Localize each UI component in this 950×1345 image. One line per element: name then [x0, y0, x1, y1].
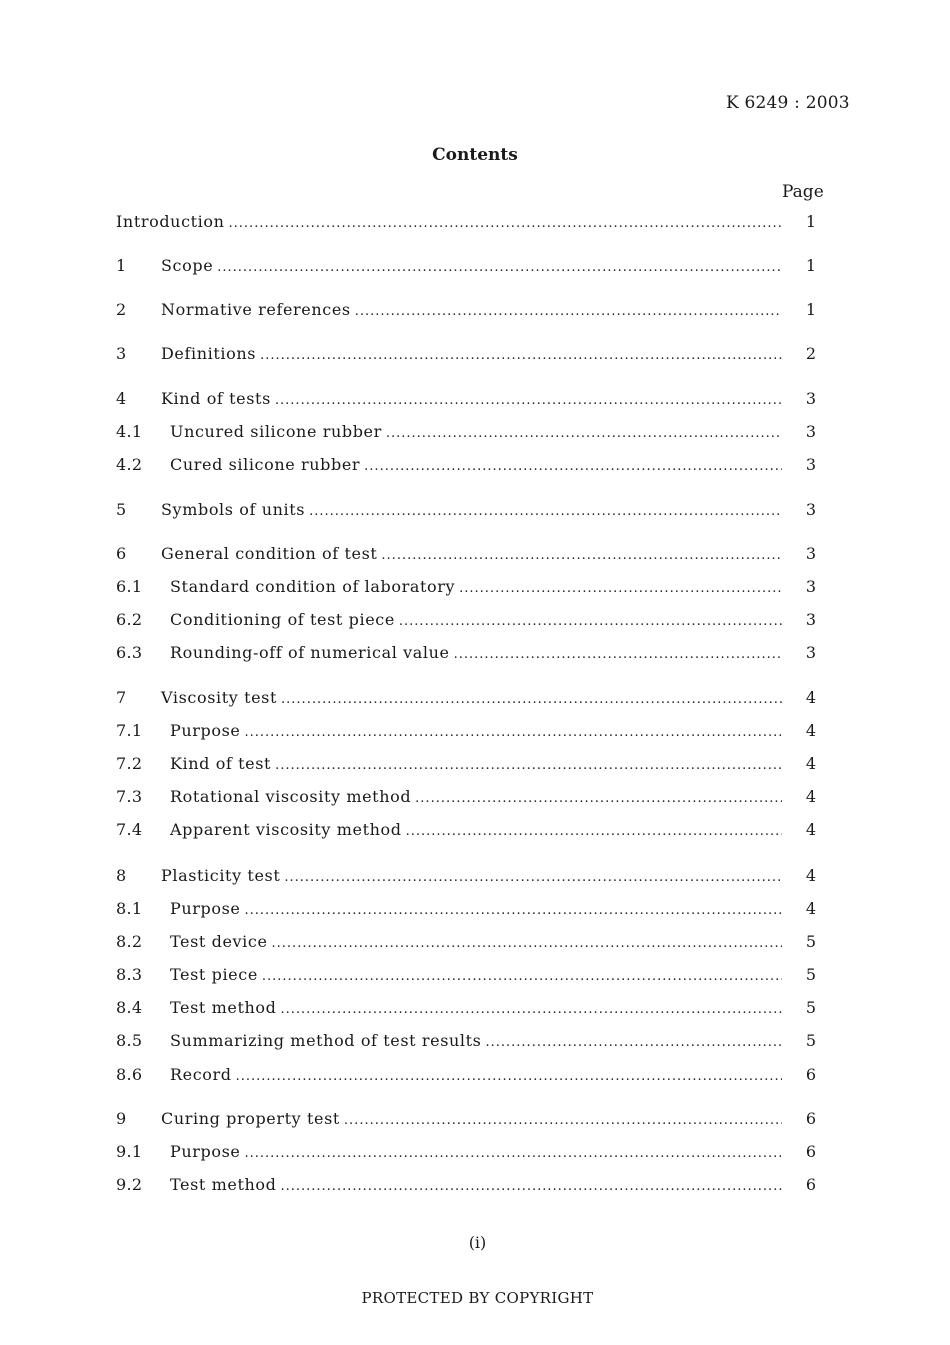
- toc-entry-number: 6.2: [116, 610, 143, 629]
- toc-entry[interactable]: [116, 577, 830, 601]
- toc-entry[interactable]: [116, 787, 830, 811]
- toc-entry-page: 1: [805, 256, 816, 275]
- toc-entry[interactable]: [116, 1109, 830, 1133]
- toc-entry-page: 4: [805, 688, 816, 707]
- toc-entry-page: 4: [805, 721, 816, 740]
- toc-entry-label: Definitions: [161, 344, 257, 363]
- toc-entry-label: Kind of tests: [161, 389, 271, 408]
- toc-entry-label: Uncured silicone rubber: [170, 422, 382, 441]
- toc-entry-number: 1: [116, 256, 127, 275]
- toc-entry[interactable]: [116, 212, 830, 236]
- toc-entry-page: 4: [805, 754, 816, 773]
- toc-entry-label: Normative references: [161, 300, 351, 319]
- dot-leader: [355, 304, 782, 319]
- toc-entry[interactable]: [116, 1031, 830, 1055]
- toc-entry-number: 8.1: [116, 899, 143, 918]
- toc-entry-label: Standard condition of laboratory: [170, 577, 456, 596]
- toc-entry-page: 5: [805, 965, 816, 984]
- dot-leader: [229, 216, 782, 231]
- toc-entry-page: 3: [805, 422, 816, 441]
- toc-entry-label: Test method: [170, 998, 277, 1017]
- toc-entry-number: 9: [116, 1109, 127, 1128]
- dot-leader: [280, 1002, 782, 1017]
- toc-entry[interactable]: [116, 1065, 830, 1089]
- toc-entry[interactable]: [116, 455, 830, 479]
- toc-entry[interactable]: [116, 721, 830, 745]
- toc-entry[interactable]: [116, 256, 830, 280]
- toc-entry-number: 8.3: [116, 965, 143, 984]
- dot-leader: [309, 504, 782, 519]
- toc-entry-page: 6: [805, 1175, 816, 1194]
- toc-entry[interactable]: [116, 965, 830, 989]
- toc-entry-number: 7.4: [116, 820, 143, 839]
- toc-entry-page: 1: [805, 300, 816, 319]
- toc-entry-label: Scope: [161, 256, 214, 275]
- toc-entry-number: 8: [116, 866, 127, 885]
- toc-entry-number: 6: [116, 544, 127, 563]
- dot-leader: [244, 1146, 782, 1161]
- toc-entry-number: 8.6: [116, 1065, 143, 1084]
- toc-entry-number: 7.2: [116, 754, 143, 773]
- toc-entry-page: 4: [805, 787, 816, 806]
- dot-leader: [217, 260, 782, 275]
- toc-entry-label: Summarizing method of test results: [170, 1031, 482, 1050]
- dot-leader: [459, 581, 782, 596]
- dot-leader: [344, 1113, 782, 1128]
- toc-entry-page: 4: [805, 866, 816, 885]
- dot-leader: [415, 791, 782, 806]
- standard-identifier: K 6249 : 2003: [726, 93, 850, 113]
- toc-entry-number: 2: [116, 300, 127, 319]
- toc-entry-label: Kind of test: [170, 754, 272, 773]
- dot-leader: [406, 824, 782, 839]
- toc-entry[interactable]: [116, 688, 830, 712]
- toc-entry[interactable]: [116, 820, 830, 844]
- toc-entry[interactable]: [116, 1175, 830, 1199]
- toc-entry[interactable]: [116, 300, 830, 324]
- toc-entry-label: Curing property test: [161, 1109, 340, 1128]
- toc-entry[interactable]: [116, 344, 830, 368]
- toc-entry-number: 8.5: [116, 1031, 143, 1050]
- toc-entry-label: Plasticity test: [161, 866, 281, 885]
- toc-entry-label: Cured silicone rubber: [170, 455, 361, 474]
- toc-entry-page: 3: [805, 389, 816, 408]
- contents-title: Contents: [432, 145, 518, 165]
- dot-leader: [399, 614, 782, 629]
- toc-entry-label: Viscosity test: [161, 688, 278, 707]
- dot-leader: [275, 393, 782, 408]
- toc-entry-label: General condition of test: [161, 544, 378, 563]
- dot-leader: [236, 1069, 782, 1084]
- page-column-label: Page: [782, 182, 824, 202]
- toc-entry[interactable]: [116, 899, 830, 923]
- dot-leader: [275, 758, 782, 773]
- toc-entry-page: 6: [805, 1142, 816, 1161]
- toc-entry-label: Symbols of units: [161, 500, 306, 519]
- toc-entry-label: Rotational viscosity method: [170, 787, 412, 806]
- toc-entry[interactable]: [116, 932, 830, 956]
- copyright-notice: PROTECTED BY COPYRIGHT: [361, 1289, 594, 1307]
- toc-entry-page: 4: [805, 820, 816, 839]
- dot-leader: [280, 1179, 782, 1194]
- toc-entry-label: Test device: [170, 932, 268, 951]
- toc-entry-page: 3: [805, 577, 816, 596]
- page-number: (i): [468, 1233, 487, 1252]
- toc-entry[interactable]: [116, 610, 830, 634]
- toc-entry-page: 4: [805, 899, 816, 918]
- toc-entry-page: 3: [805, 544, 816, 563]
- toc-entry-page: 5: [805, 1031, 816, 1050]
- toc-entry-page: 5: [805, 998, 816, 1017]
- toc-entry-page: 6: [805, 1109, 816, 1128]
- toc-entry-number: 4.2: [116, 455, 143, 474]
- dot-leader: [281, 692, 782, 707]
- toc-entry-number: 6.3: [116, 643, 143, 662]
- dot-leader: [284, 870, 782, 885]
- toc-entry[interactable]: [116, 1142, 830, 1166]
- dot-leader: [262, 969, 782, 984]
- dot-leader: [260, 348, 782, 363]
- toc-entry-page: 6: [805, 1065, 816, 1084]
- toc-entry-number: 9.1: [116, 1142, 143, 1161]
- dot-leader: [244, 725, 782, 740]
- toc-entry-number: 7.3: [116, 787, 143, 806]
- toc-entry-page: 1: [805, 212, 816, 231]
- toc-entry-page: 5: [805, 932, 816, 951]
- toc-entry-number: 4: [116, 389, 127, 408]
- toc-entry-label: Test piece: [170, 965, 258, 984]
- dot-leader: [386, 426, 782, 441]
- toc-entry-page: 3: [805, 455, 816, 474]
- dot-leader: [364, 459, 782, 474]
- toc-entry-page: 3: [805, 610, 816, 629]
- toc-entry-number: 6.1: [116, 577, 143, 596]
- toc-entry[interactable]: [116, 500, 830, 524]
- toc-entry-label: Conditioning of test piece: [170, 610, 395, 629]
- toc-entry-number: 4.1: [116, 422, 143, 441]
- toc-entry-page: 3: [805, 643, 816, 662]
- toc-entry-label: Purpose: [170, 721, 241, 740]
- toc-entry[interactable]: [116, 866, 830, 890]
- toc-entry[interactable]: [116, 754, 830, 778]
- toc-entry[interactable]: [116, 544, 830, 568]
- dot-leader: [454, 647, 782, 662]
- toc-entry-label: Rounding-off of numerical value: [170, 643, 450, 662]
- toc-entry[interactable]: [116, 422, 830, 446]
- dot-leader: [486, 1035, 783, 1050]
- toc-entry-number: 3: [116, 344, 127, 363]
- toc-entry-page: 3: [805, 500, 816, 519]
- dot-leader: [244, 903, 782, 918]
- toc-entry-number: 8.4: [116, 998, 143, 1017]
- toc-entry-page: 2: [805, 344, 816, 363]
- toc-entry-label: Test method: [170, 1175, 277, 1194]
- toc-entry-number: 7.1: [116, 721, 143, 740]
- toc-entry[interactable]: [116, 389, 830, 413]
- toc-entry-number: 5: [116, 500, 127, 519]
- toc-entry-label: Purpose: [170, 899, 241, 918]
- toc-entry-number: 9.2: [116, 1175, 143, 1194]
- dot-leader: [272, 936, 782, 951]
- toc-entry[interactable]: [116, 643, 830, 667]
- toc-entry-number: 8.2: [116, 932, 143, 951]
- toc-entry-label: Apparent viscosity method: [170, 820, 402, 839]
- toc-entry[interactable]: [116, 998, 830, 1022]
- dot-leader: [381, 548, 782, 563]
- toc-entry-label: Introduction: [116, 212, 225, 231]
- toc-entry-label: Purpose: [170, 1142, 241, 1161]
- toc-entry-label: Record: [170, 1065, 232, 1084]
- toc-entry-number: 7: [116, 688, 127, 707]
